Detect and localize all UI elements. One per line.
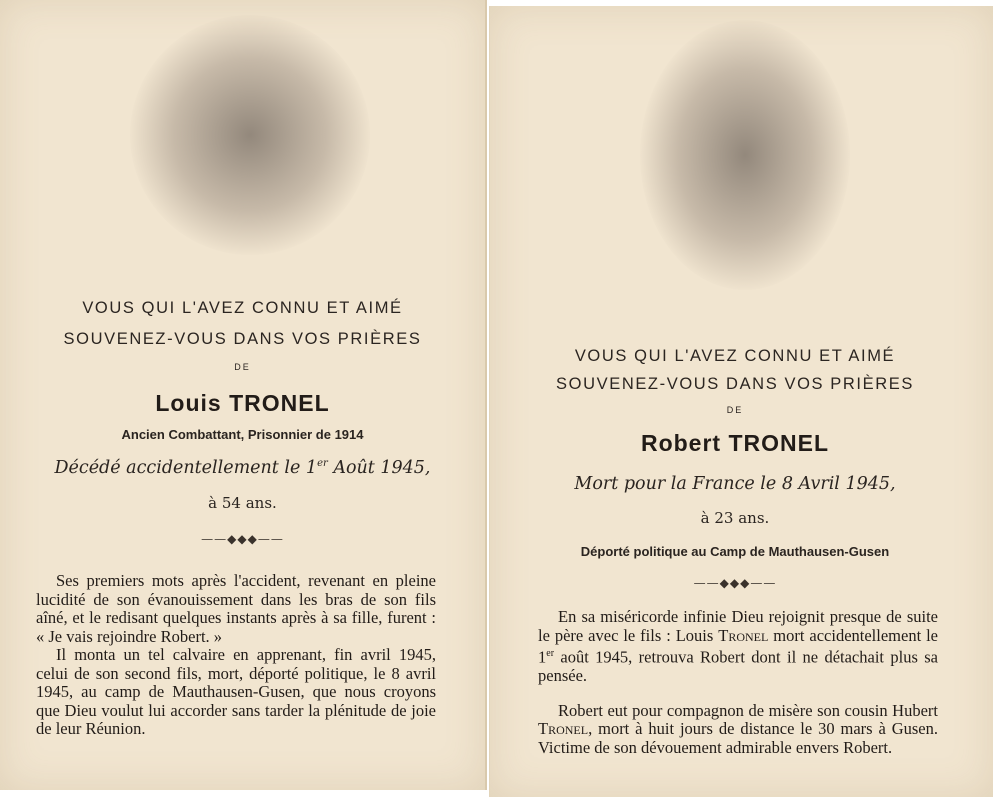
- left-prayer-line-1: VOUS QUI L'AVEZ CONNU ET AIMÉ: [82, 299, 403, 317]
- left-age: à 54 ans.: [208, 494, 277, 512]
- left-paragraph-1: Ses premiers mots après l'accident, revenant en pleine lucidité de son évanouissement dans les bras de son fils aîné, et le redisant quelques instants après à sa fille, furent : « Je vais rejoindre Robert. »: [36, 571, 436, 646]
- right-de: DE: [726, 405, 744, 415]
- portrait-louis: [130, 15, 370, 255]
- left-name: Louis TRONEL: [155, 390, 330, 416]
- portrait-robert: [640, 20, 850, 290]
- right-prayer-line-1: VOUS QUI L'AVEZ CONNU ET AIMÉ: [574, 347, 896, 365]
- left-paragraph-2: Il monta un tel calvaire en apprenant, fin avril 1945, celui de son second fils, mort, déporté politique, le 8 avril 1945, au camp de Mauthausen-Gusen, que nous croyons que Dieu voulut lui accorder sans tarder la plénitude de joie de leur Réunion.: [36, 645, 436, 738]
- right-paragraph-1: En sa miséricorde infinie Dieu rejoignit presque de suite le père avec le fils : Louis Tronel mort accidentellement le 1er août 1945, retrouva Robert dont il ne détachait plus sa pensée.: [538, 607, 939, 685]
- right-name: Robert TRONEL: [640, 430, 830, 456]
- left-de: DE: [234, 362, 251, 372]
- left-subtitle: Ancien Combattant, Prisonnier de 1914: [121, 427, 364, 442]
- left-prayer-line-2: SOUVENEZ-VOUS DANS VOS PRIÈRES: [63, 330, 422, 348]
- right-ornament: ——◆◆◆——: [693, 576, 777, 590]
- right-subtitle: Déporté politique au Camp de Mauthausen-Gusen: [580, 544, 890, 559]
- left-death-date: Décédé accidentellement le 1er Août 1945,: [54, 458, 431, 478]
- right-paragraph-2: Robert eut pour compagnon de misère son cousin Hubert Tronel, mort à huit jours de distance le 30 mars à Gusen. Victime de son dévouement admirable envers Robert.: [538, 700, 938, 757]
- right-prayer-line-2: SOUVENEZ-VOUS DANS VOS PRIÈRES: [556, 375, 914, 393]
- right-text: [538, 608, 938, 757]
- left-text: [36, 572, 436, 739]
- right-age: à 23 ans.: [700, 509, 770, 527]
- right-death-date: Mort pour la France le 8 Avril 1945,: [574, 474, 896, 494]
- left-ornament: ——◆◆◆——: [201, 532, 284, 546]
